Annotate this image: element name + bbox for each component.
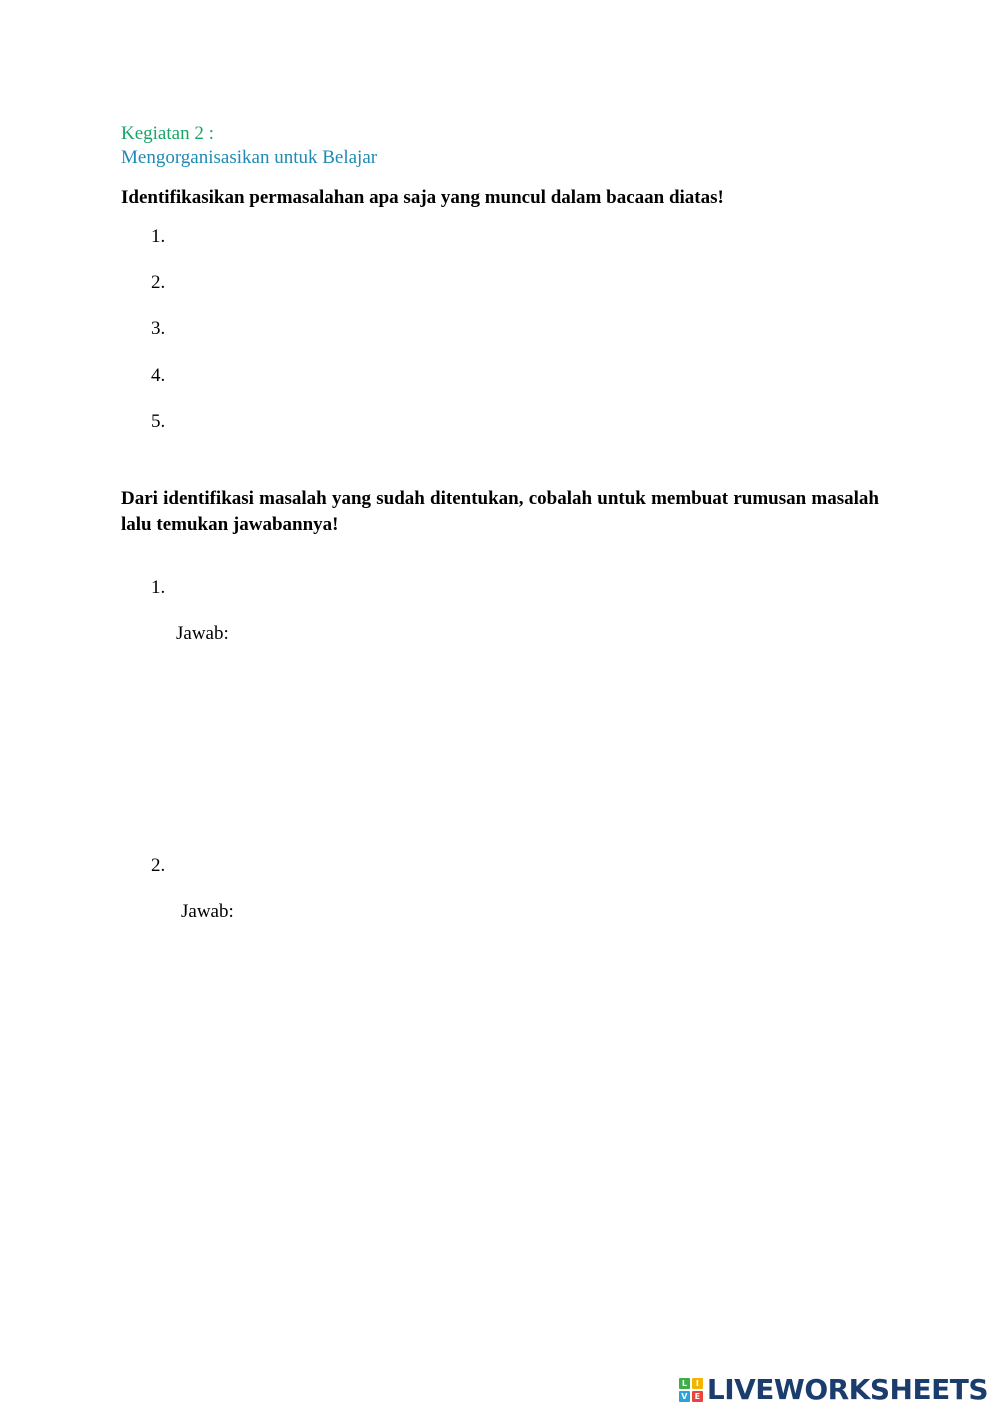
formulation-number-2: 2. xyxy=(151,855,166,876)
problem-number-4: 4. xyxy=(151,365,166,386)
activity-subtitle: Mengorganisasikan untuk Belajar xyxy=(121,147,378,168)
brand-name: LIVEWORKSHEETS xyxy=(706,1373,988,1406)
logo-cell-i: I xyxy=(692,1378,703,1389)
liveworksheets-logo xyxy=(679,1374,988,1406)
logo-cell-e: E xyxy=(692,1391,703,1402)
logo-icon xyxy=(679,1378,703,1402)
answer-label-1: Jawab: xyxy=(176,623,229,644)
logo-cell-v: V xyxy=(679,1391,690,1402)
problem-number-1: 1. xyxy=(151,226,166,247)
logo-cell-l: L xyxy=(679,1378,690,1389)
problem-number-5: 5. xyxy=(151,411,166,432)
activity-label: Kegiatan 2 : xyxy=(121,123,214,144)
problem-number-2: 2. xyxy=(151,272,166,293)
question-identify-problems: Identifikasikan permasalahan apa saja yang muncul dalam bacaan diatas! xyxy=(121,187,724,208)
question-formulate-problems: Dari identifikasi masalah yang sudah ditentukan, cobalah untuk membuat rumusan masalah lalu temukan jawabannya! xyxy=(121,488,879,535)
answer-label-2: Jawab: xyxy=(181,901,234,922)
problem-number-3: 3. xyxy=(151,318,166,339)
formulation-number-1: 1. xyxy=(151,577,166,598)
